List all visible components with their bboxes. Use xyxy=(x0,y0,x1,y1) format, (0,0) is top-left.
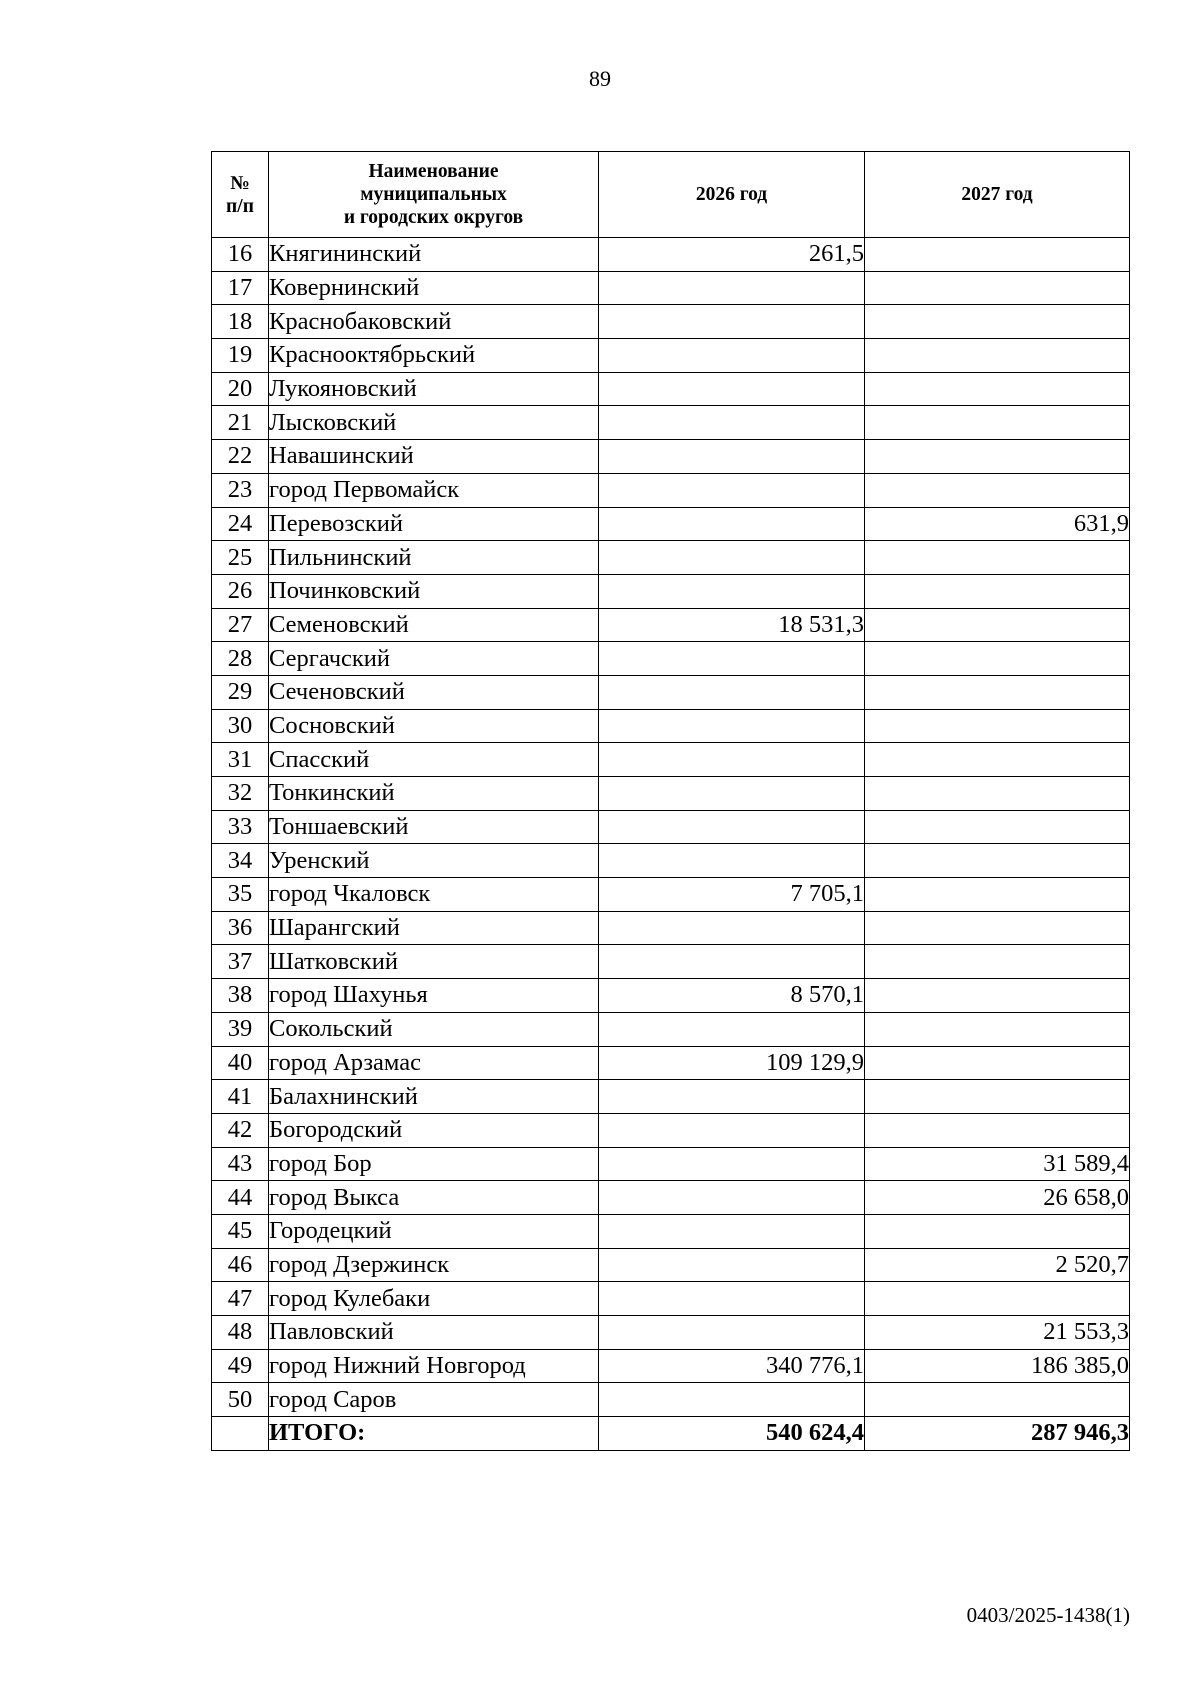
row-name: Перевозский xyxy=(269,507,599,541)
row-number: 39 xyxy=(212,1012,269,1046)
row-value-2027: 21 553,3 xyxy=(865,1316,1130,1350)
row-value-2027 xyxy=(865,1282,1130,1316)
row-value-2027 xyxy=(865,1080,1130,1114)
document-code: 0403/2025-1438(1) xyxy=(966,1603,1130,1627)
row-number: 27 xyxy=(212,608,269,642)
row-value-2026 xyxy=(599,1113,865,1147)
row-value-2026 xyxy=(599,406,865,440)
row-value-2026 xyxy=(599,675,865,709)
row-number: 44 xyxy=(212,1181,269,1215)
row-value-2026 xyxy=(599,777,865,811)
row-value-2026 xyxy=(599,473,865,507)
row-number: 25 xyxy=(212,541,269,575)
row-value-2027 xyxy=(865,878,1130,912)
header-name-line1: Наименование xyxy=(368,161,499,182)
row-name: Починковский xyxy=(269,574,599,608)
row-number: 33 xyxy=(212,810,269,844)
row-value-2026 xyxy=(599,1181,865,1215)
row-value-2026 xyxy=(599,440,865,474)
row-value-2026 xyxy=(599,1214,865,1248)
row-value-2026 xyxy=(599,541,865,575)
header-num-line1: № xyxy=(230,172,250,194)
total-row xyxy=(212,1417,1130,1451)
total-num-cell xyxy=(212,1417,269,1451)
row-value-2027 xyxy=(865,709,1130,743)
row-number: 34 xyxy=(212,844,269,878)
table-row xyxy=(212,440,1130,474)
header-name xyxy=(269,152,599,238)
row-number: 16 xyxy=(212,238,269,272)
row-value-2027: 31 589,4 xyxy=(865,1147,1130,1181)
row-value-2026 xyxy=(599,642,865,676)
row-name: Шатковский xyxy=(269,945,599,979)
row-value-2027 xyxy=(865,473,1130,507)
row-name: Павловский xyxy=(269,1316,599,1350)
row-number: 20 xyxy=(212,372,269,406)
row-name: Сокольский xyxy=(269,1012,599,1046)
row-value-2027 xyxy=(865,844,1130,878)
row-name: город Арзамас xyxy=(269,1046,599,1080)
row-value-2026: 18 531,3 xyxy=(599,608,865,642)
table-row xyxy=(212,844,1130,878)
header-num xyxy=(212,152,269,238)
table-row xyxy=(212,238,1130,272)
header-name-line3: и городских округов xyxy=(343,207,524,228)
row-number: 21 xyxy=(212,406,269,440)
row-name: Навашинский xyxy=(269,440,599,474)
row-number: 43 xyxy=(212,1147,269,1181)
row-name: Краснооктябрьский xyxy=(269,339,599,373)
row-name: город Кулебаки xyxy=(269,1282,599,1316)
row-value-2027: 26 658,0 xyxy=(865,1181,1130,1215)
total-2026: 540 624,4 xyxy=(599,1417,865,1451)
row-number: 49 xyxy=(212,1349,269,1383)
row-value-2027 xyxy=(865,1012,1130,1046)
row-value-2026: 340 776,1 xyxy=(599,1349,865,1383)
row-value-2027: 2 520,7 xyxy=(865,1248,1130,1282)
row-name: город Саров xyxy=(269,1383,599,1417)
table-row xyxy=(212,1383,1130,1417)
row-value-2027 xyxy=(865,777,1130,811)
row-value-2026 xyxy=(599,844,865,878)
row-value-2027 xyxy=(865,541,1130,575)
row-value-2026 xyxy=(599,945,865,979)
row-number: 37 xyxy=(212,945,269,979)
row-name: город Шахунья xyxy=(269,979,599,1013)
row-value-2026 xyxy=(599,1012,865,1046)
row-number: 38 xyxy=(212,979,269,1013)
row-value-2027 xyxy=(865,810,1130,844)
row-value-2026 xyxy=(599,1248,865,1282)
table-row xyxy=(212,1316,1130,1350)
row-number: 23 xyxy=(212,473,269,507)
row-value-2027 xyxy=(865,406,1130,440)
table-row xyxy=(212,305,1130,339)
table-header-row xyxy=(212,152,1130,238)
table-row xyxy=(212,1113,1130,1147)
row-value-2026 xyxy=(599,1282,865,1316)
row-value-2026: 7 705,1 xyxy=(599,878,865,912)
table-row xyxy=(212,743,1130,777)
table-row xyxy=(212,979,1130,1013)
table-row xyxy=(212,1214,1130,1248)
row-number: 22 xyxy=(212,440,269,474)
row-name: город Дзержинск xyxy=(269,1248,599,1282)
header-year-2027: 2027 год xyxy=(865,152,1130,238)
row-name: Балахнинский xyxy=(269,1080,599,1114)
row-name: Тонкинский xyxy=(269,777,599,811)
row-number: 36 xyxy=(212,911,269,945)
table-row xyxy=(212,372,1130,406)
row-name: город Первомайск xyxy=(269,473,599,507)
row-value-2026 xyxy=(599,1080,865,1114)
row-number: 18 xyxy=(212,305,269,339)
row-value-2026 xyxy=(599,709,865,743)
row-number: 24 xyxy=(212,507,269,541)
table-row xyxy=(212,406,1130,440)
budget-table xyxy=(211,151,1130,1451)
row-number: 19 xyxy=(212,339,269,373)
row-number: 48 xyxy=(212,1316,269,1350)
row-number: 26 xyxy=(212,574,269,608)
table-row xyxy=(212,1248,1130,1282)
row-number: 42 xyxy=(212,1113,269,1147)
row-number: 50 xyxy=(212,1383,269,1417)
row-value-2027 xyxy=(865,642,1130,676)
row-value-2026 xyxy=(599,1383,865,1417)
row-value-2026 xyxy=(599,810,865,844)
row-value-2027 xyxy=(865,339,1130,373)
row-number: 45 xyxy=(212,1214,269,1248)
row-value-2026: 261,5 xyxy=(599,238,865,272)
row-name: Спасский xyxy=(269,743,599,777)
row-name: Тоншаевский xyxy=(269,810,599,844)
page-number: 89 xyxy=(589,66,611,91)
table-row xyxy=(212,608,1130,642)
row-value-2027 xyxy=(865,911,1130,945)
table-row xyxy=(212,574,1130,608)
row-value-2027 xyxy=(865,608,1130,642)
row-name: город Бор xyxy=(269,1147,599,1181)
table-row xyxy=(212,1046,1130,1080)
row-name: Сеченовский xyxy=(269,675,599,709)
header-num-line2: п/п xyxy=(226,195,254,217)
row-value-2026 xyxy=(599,372,865,406)
row-name: Сергачский xyxy=(269,642,599,676)
row-value-2027 xyxy=(865,1046,1130,1080)
total-label: ИТОГО: xyxy=(269,1417,599,1451)
row-value-2026: 109 129,9 xyxy=(599,1046,865,1080)
header-year-2026: 2026 год xyxy=(599,152,865,238)
table-row xyxy=(212,541,1130,575)
row-number: 29 xyxy=(212,675,269,709)
row-value-2027 xyxy=(865,675,1130,709)
row-value-2027 xyxy=(865,1113,1130,1147)
row-name: Городецкий xyxy=(269,1214,599,1248)
row-name: Ковернинский xyxy=(269,271,599,305)
table-row xyxy=(212,1349,1130,1383)
row-value-2027 xyxy=(865,271,1130,305)
row-name: Богородский xyxy=(269,1113,599,1147)
table-row xyxy=(212,709,1130,743)
row-value-2027 xyxy=(865,1383,1130,1417)
table-row xyxy=(212,642,1130,676)
row-name: город Нижний Новгород xyxy=(269,1349,599,1383)
table-row xyxy=(212,1080,1130,1114)
row-number: 30 xyxy=(212,709,269,743)
row-value-2026 xyxy=(599,339,865,373)
row-name: Лукояновский xyxy=(269,372,599,406)
row-value-2027 xyxy=(865,440,1130,474)
row-number: 31 xyxy=(212,743,269,777)
row-value-2026 xyxy=(599,574,865,608)
table-row xyxy=(212,945,1130,979)
row-name: город Чкаловск xyxy=(269,878,599,912)
table-row xyxy=(212,1012,1130,1046)
row-number: 32 xyxy=(212,777,269,811)
row-value-2027 xyxy=(865,1214,1130,1248)
table-row xyxy=(212,777,1130,811)
row-value-2027: 186 385,0 xyxy=(865,1349,1130,1383)
row-value-2027 xyxy=(865,945,1130,979)
row-value-2026: 8 570,1 xyxy=(599,979,865,1013)
row-number: 28 xyxy=(212,642,269,676)
row-value-2027 xyxy=(865,305,1130,339)
row-name: город Выкса xyxy=(269,1181,599,1215)
row-value-2026 xyxy=(599,1316,865,1350)
row-name: Сосновский xyxy=(269,709,599,743)
table-row xyxy=(212,1181,1130,1215)
table-row xyxy=(212,271,1130,305)
row-number: 40 xyxy=(212,1046,269,1080)
table-row xyxy=(212,810,1130,844)
row-value-2027 xyxy=(865,743,1130,777)
row-number: 47 xyxy=(212,1282,269,1316)
row-number: 35 xyxy=(212,878,269,912)
header-name-line2: муниципальных xyxy=(360,184,507,205)
row-name: Краснобаковский xyxy=(269,305,599,339)
row-value-2026 xyxy=(599,271,865,305)
row-value-2027 xyxy=(865,372,1130,406)
row-name: Уренский xyxy=(269,844,599,878)
table-row xyxy=(212,1147,1130,1181)
row-value-2027 xyxy=(865,238,1130,272)
row-number: 46 xyxy=(212,1248,269,1282)
table-row xyxy=(212,911,1130,945)
table-row xyxy=(212,1282,1130,1316)
row-name: Пильнинский xyxy=(269,541,599,575)
table-row xyxy=(212,878,1130,912)
row-value-2027 xyxy=(865,979,1130,1013)
row-name: Семеновский xyxy=(269,608,599,642)
row-value-2026 xyxy=(599,507,865,541)
row-value-2026 xyxy=(599,911,865,945)
row-number: 41 xyxy=(212,1080,269,1114)
row-name: Княгининский xyxy=(269,238,599,272)
row-name: Лысковский xyxy=(269,406,599,440)
table-row xyxy=(212,339,1130,373)
row-value-2027: 631,9 xyxy=(865,507,1130,541)
table-row xyxy=(212,507,1130,541)
row-name: Шарангский xyxy=(269,911,599,945)
table-row xyxy=(212,473,1130,507)
row-value-2027 xyxy=(865,574,1130,608)
row-value-2026 xyxy=(599,743,865,777)
table-row xyxy=(212,675,1130,709)
total-2027: 287 946,3 xyxy=(865,1417,1130,1451)
row-value-2026 xyxy=(599,305,865,339)
table-body xyxy=(212,238,1130,1417)
row-value-2026 xyxy=(599,1147,865,1181)
row-number: 17 xyxy=(212,271,269,305)
